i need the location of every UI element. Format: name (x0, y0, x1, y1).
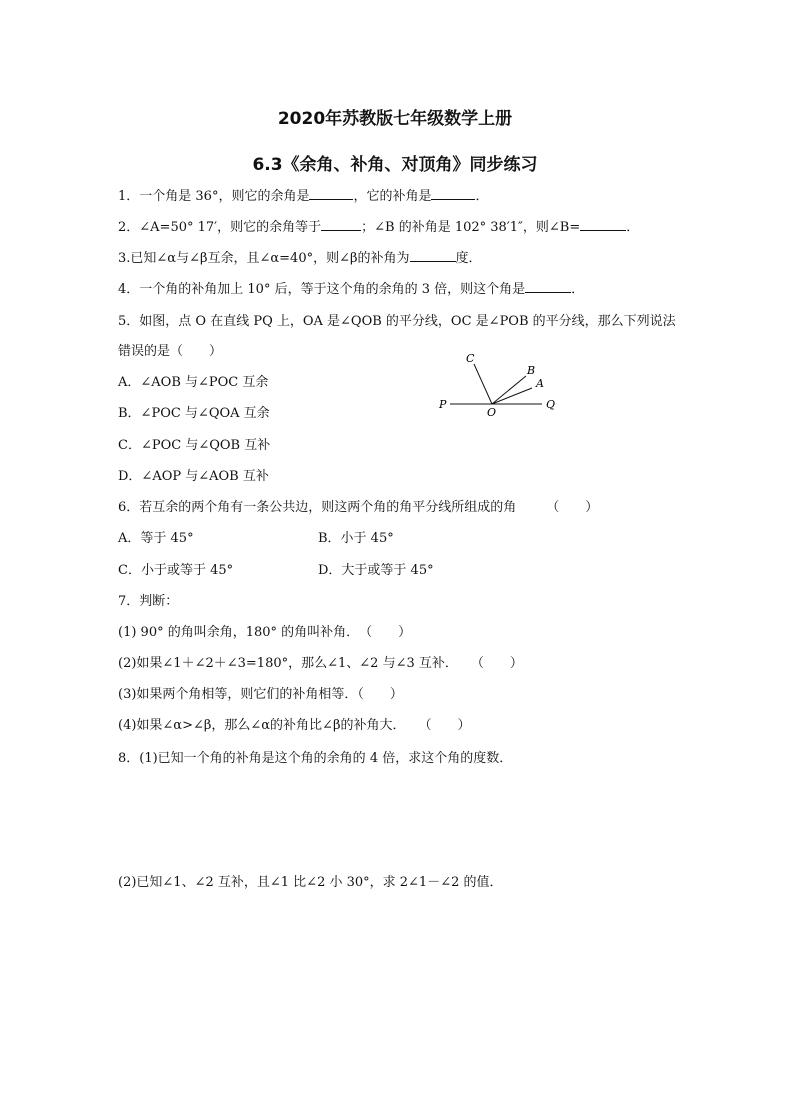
q3-text-post: 度． (455, 251, 482, 266)
q2-text-post: ． (626, 220, 640, 235)
label-q: Q (546, 398, 556, 411)
question-3 (118, 249, 482, 268)
question-7-stem: 7．判断： (118, 594, 179, 609)
q4-text-post: ． (571, 282, 585, 297)
label-b: B (527, 364, 536, 377)
q2-text-mid: ；∠B 的补角是 102° 38′1″，则∠B= (361, 220, 581, 235)
q2-blank-complement[interactable] (321, 218, 361, 231)
question-5-stem-line1: 5．如图，点 O 在直线 PQ 上，OA 是∠QOB 的平分线，OC 是∠POB 的平分线，那么下列说法 (118, 314, 676, 329)
angle-figure (434, 348, 564, 422)
question-5-stem-line2: 错误的是（ ） (118, 344, 223, 359)
q5-option-b[interactable]: B．∠POC 与∠QOA 互余 (118, 406, 270, 421)
ray-oc (474, 364, 492, 404)
q4-blank[interactable] (525, 280, 571, 293)
q6-answer-paren[interactable]: （ ） (546, 500, 599, 515)
q1-blank-complement[interactable] (309, 187, 353, 200)
question-8-part-1: 8．(1)已知一个角的补角是这个角的余角的 4 倍，求这个角的度数． (118, 751, 513, 766)
q6-option-a[interactable]: A．等于 45° (118, 531, 194, 546)
q1-text-post: ． (475, 189, 489, 204)
ray-oa (492, 388, 532, 404)
q5-option-d[interactable]: D．∠AOP 与∠AOB 互补 (118, 469, 269, 484)
q5-option-a[interactable]: A．∠AOB 与∠POC 互余 (118, 375, 269, 390)
label-a: A (536, 377, 544, 390)
q7-item-2[interactable]: (2)如果∠1＋∠2＋∠3=180°，那么∠1、∠2 与∠3 互补． （ ） (118, 656, 523, 671)
question-4 (118, 280, 584, 299)
ray-ob (492, 376, 526, 404)
page-subtitle: 6.3《余角、补角、对顶角》同步练习 (252, 155, 538, 175)
q1-blank-supplement[interactable] (431, 187, 475, 200)
q7-item-4[interactable]: (4)如果∠α>∠β，那么∠α的补角比∠β的补角大． （ ） (118, 718, 471, 733)
q7-item-3[interactable]: (3)如果两个角相等，则它们的补角相等．（ ） (118, 687, 403, 702)
label-c: C (466, 352, 475, 365)
page-title: 2020年苏教版七年级数学上册 (277, 109, 513, 129)
q6-option-c[interactable]: C．小于或等于 45° (118, 563, 234, 578)
q3-blank[interactable] (410, 249, 456, 262)
label-p: P (439, 398, 447, 411)
q6-stem-text: 6．若互余的两个角有一条公共边，则这两个角的角平分线所组成的角 (118, 500, 517, 515)
q6-option-b[interactable]: B．小于 45° (318, 531, 394, 546)
q1-text-pre: 1．一个角是 36°，则它的余角是 (118, 189, 310, 204)
q4-text-pre: 4．一个角的补角加上 10° 后，等于这个角的余角的 3 倍，则这个角是 (118, 282, 526, 297)
question-2 (118, 218, 639, 237)
label-o: O (487, 406, 497, 418)
q2-blank-angle-b[interactable] (580, 218, 626, 231)
q3-text-pre: 3.已知∠α与∠β互余，且∠α=40°，则∠β的补角为 (118, 251, 410, 266)
question-8-part-2: (2)已知∠1、∠2 互补，且∠1 比∠2 小 30°，求 2∠1－∠2 的值． (118, 875, 503, 890)
q1-text-mid: ，它的补角是 (353, 189, 432, 204)
q7-item-1[interactable]: (1) 90° 的角叫余角，180° 的角叫补角． （ ） (118, 625, 412, 640)
q2-text-pre: 2．∠A=50° 17′，则它的余角等于 (118, 220, 322, 235)
question-1 (118, 187, 488, 206)
q5-option-c[interactable]: C．∠POC 与∠QOB 互补 (118, 438, 271, 453)
question-6-stem (118, 499, 598, 517)
q6-option-d[interactable]: D．大于或等于 45° (318, 563, 434, 578)
